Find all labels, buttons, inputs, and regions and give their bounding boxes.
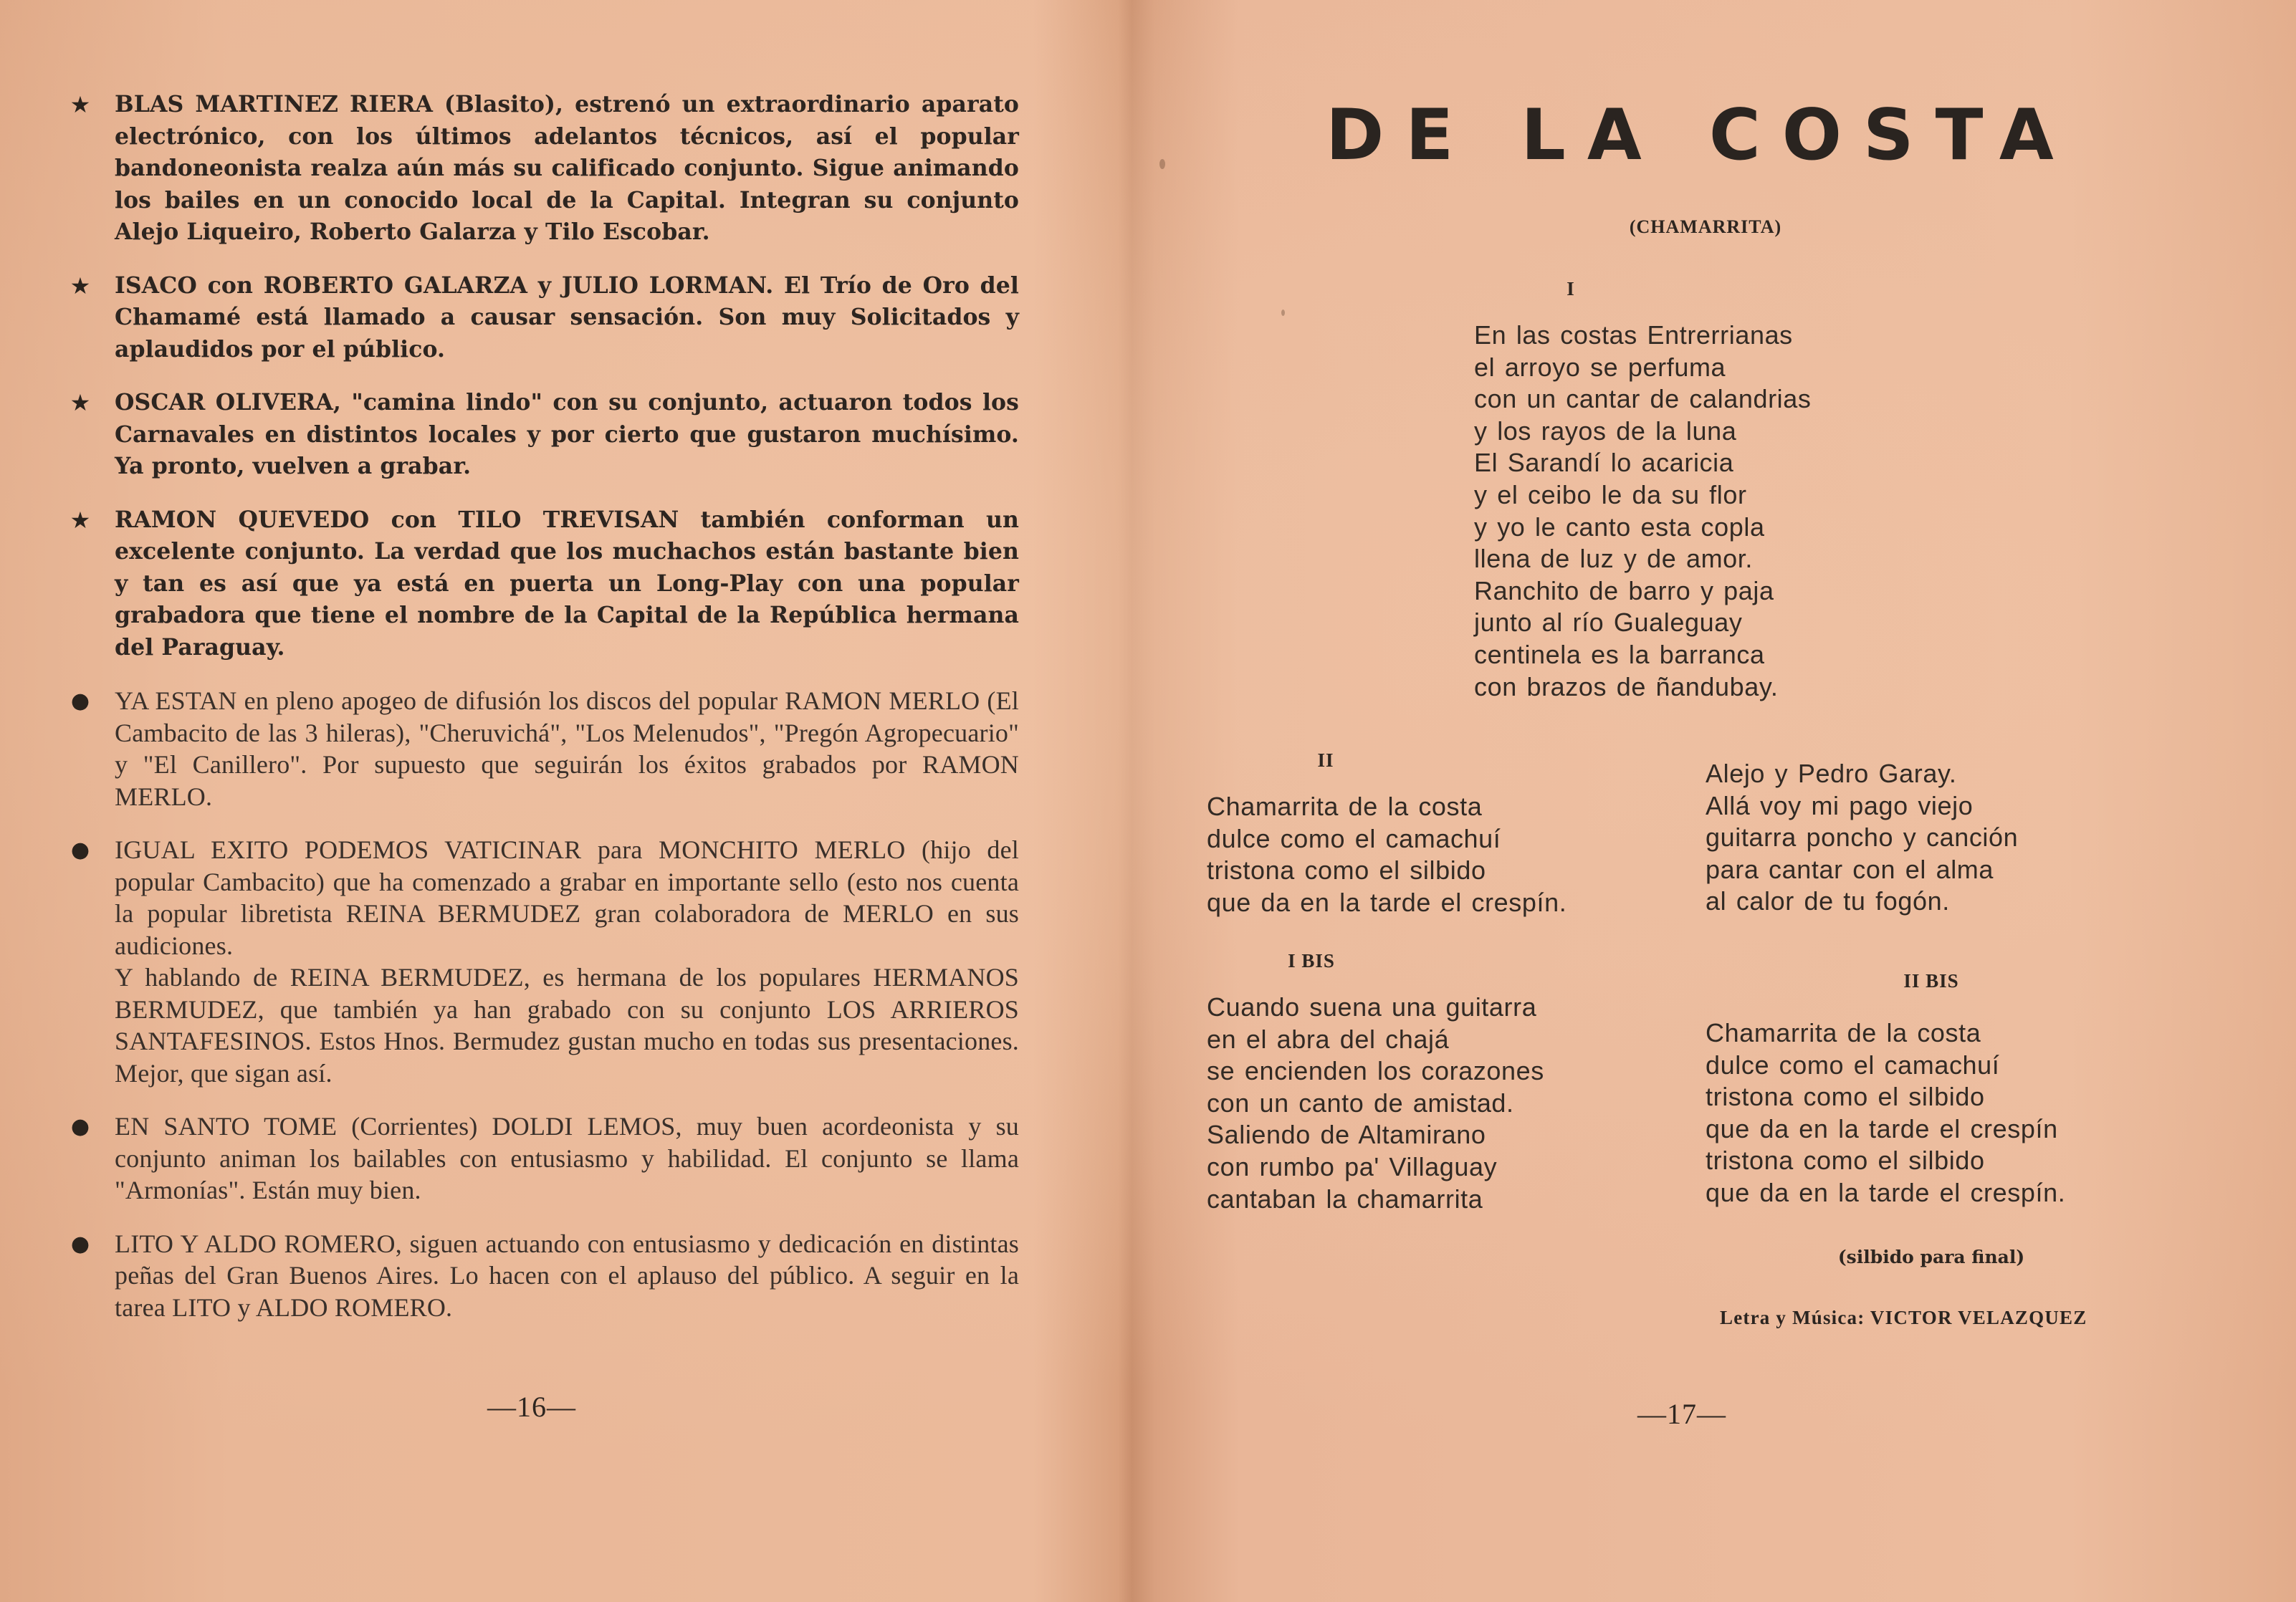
stanza-label: I BIS [1288,950,1335,972]
news-item [66,834,1019,1089]
right-page [1154,0,2296,1602]
verse-line: con brazos de ñandubay. [1474,671,1779,701]
song-credits: Letra y Música: VICTOR VELAZQUEZ [1720,1307,2087,1328]
news-item-text: RAMON QUEVEDO con TILO TREVISAN también conforman un excelente conjunto. La verdad que los muchachos están bastante bien y tan es así que ya está en puerta un Long-Play con una popular grabadora que tiene el nombre de la Capital de la República hermana del Paraguay. [115,506,1019,661]
verse-line: que da en la tarde el crespín [1706,1113,2058,1143]
news-item [66,504,1019,664]
verse-line: tristona como el silbido [1706,1146,1985,1176]
star-bullet-icon: ★ [70,506,91,534]
stanza-label: II BIS [1903,970,1959,992]
verse-line: En las costas Entrerrianas [1474,320,1793,350]
verse-line: y los rayos de la luna [1474,416,1737,446]
news-item-paragraph: IGUAL EXITO PODEMOS VATICINAR para MONCHITO MERLO (hijo del popular Cambacito) que ha comenzado a grabar en importante sello (esto nos cuenta la popular libretista REINA BERMUDEZ gran colaboradora de MERLO en sus audiciones. [115,835,1019,960]
dot-bullet-icon: ● [70,838,90,863]
verse-line: cantaban la chamarrita [1207,1184,1483,1214]
verse-line: Cuando suena una guitarra [1207,992,1537,1022]
star-bullet-icon: ★ [70,91,91,118]
news-item-text: EN SANTO TOME (Corrientes) DOLDI LEMOS, muy buen acordeonista y su conjunto animan los bailables con entusiasmo y habilidad. El conjunto se llama "Armonías". Están muy bien. [115,1112,1019,1204]
news-item [66,1228,1019,1324]
verse-line: tristona como el silbido [1207,855,1486,886]
stanza-label: I [1566,278,1575,299]
stanza-i [1474,320,1811,703]
verse-line: con un cantar de calandrias [1474,384,1812,414]
verse-line: tristona como el silbido [1706,1082,1985,1112]
stanza-i-bis-continued [1706,758,2018,918]
verse-line: guitarra poncho y canción [1706,822,2019,853]
stanza-ii [1207,791,1566,918]
verse-line: El Sarandí lo acaricia [1474,448,1734,478]
verse-line: junto al río Gualeguay [1474,608,1743,638]
verse-line: Chamarrita de la costa [1207,792,1483,821]
star-bullet-icon: ★ [70,389,91,416]
ink-speck [1281,310,1285,316]
news-item-text [115,834,1019,1089]
verse-line: para cantar con el alma [1706,854,1994,884]
song-title: DE LA COSTA [1326,95,2075,176]
news-column [66,89,1019,1345]
dot-bullet-icon: ● [70,689,90,714]
verse-line: y el ceibo le da su flor [1474,479,1747,509]
stanza-label: II [1317,749,1334,771]
news-item [66,685,1019,812]
verse-line: al calor de tu fogón. [1706,886,1950,916]
verse-line: Allá voy mi pago viejo [1706,790,1974,820]
verse-line: que da en la tarde el crespín. [1706,1177,2066,1207]
news-item [66,387,1019,483]
verse-line: y yo le canto esta copla [1474,512,1765,542]
verse-line: Alejo y Pedro Garay. [1706,759,1957,788]
verse-line: que da en la tarde el crespín. [1207,887,1567,917]
news-item-text: LITO Y ALDO ROMERO, siguen actuando con entusiasmo y dedicación en distintas peñas del Gran Buenos Aires. Lo hacen con el aplauso del público. A seguir en la tarea LITO y ALDO ROMERO. [115,1229,1019,1322]
verse-line: dulce como el camachuí [1706,1050,2000,1080]
verse-line: Ranchito de barro y paja [1474,575,1774,605]
stanza-ii-bis [1706,1017,2065,1209]
news-item-text: BLAS MARTINEZ RIERA (Blasito), estrenó un extraordinario aparato electrónico, con los últimos adelantos técnicos, así el popular bandoneonista realza aún más su calificado conjunto. Sigue animando los bailes en un conocido local de la Capital. Integran su conjunto Alejo Liqueiro, Roberto Galarza y Tilo Escobar. [115,91,1019,245]
news-item-text: OSCAR OLIVERA, "camina lindo" con su conjunto, actuaron todos los Carnavales en distintos locales y por cierto que gustaron muchísimo. Ya pronto, vuelven a grabar. [115,389,1019,479]
star-bullet-icon: ★ [70,272,91,299]
page-number: —17— [1637,1398,1726,1430]
verse-line: con rumbo pa' Villaguay [1207,1151,1498,1181]
news-item [66,270,1019,366]
left-page [0,0,1139,1602]
news-item-text: YA ESTAN en pleno apogeo de difusión los discos del popular RAMON MERLO (El Cambacito de las 3 hileras), "Cheruvichá", "Los Melenudos", "Pregón Agropecuario" y "El Canillero". Por supuesto que seguirán los éxitos grabados por RAMON MERLO. [115,686,1019,811]
dot-bullet-icon: ● [70,1114,90,1139]
verse-line: dulce como el camachuí [1207,823,1501,853]
verse-line: Saliendo de Altamirano [1207,1120,1486,1150]
page-number: —16— [487,1391,576,1423]
verse-line: con un canto de amistad. [1207,1088,1514,1118]
verse-line: se encienden los corazones [1207,1056,1544,1086]
ink-speck [1159,159,1165,169]
verse-line: centinela es la barranca [1474,639,1765,669]
stanza-i-bis [1207,992,1544,1215]
dot-bullet-icon: ● [70,1231,90,1257]
song-genre: (CHAMARRITA) [1629,216,1782,237]
final-note: (silbido para final) [1837,1247,2025,1267]
news-item-paragraph: Y hablando de REINA BERMUDEZ, es hermana de los populares HERMANOS BERMUDEZ, que también ya han grabado con su conjunto LOS ARRIEROS SANTAFESINOS. Estos Hnos. Bermudez gustan mucho en todas sus presentaciones. Mejor, que sigan así. [115,963,1019,1088]
verse-line: el arroyo se perfuma [1474,352,1726,382]
news-item [66,89,1019,249]
verse-line: llena de luz y de amor. [1474,544,1754,574]
news-item-text: ISACO con ROBERTO GALARZA y JULIO LORMAN. El Trío de Oro del Chamamé está llamado a causar sensación. Son muy Solicitados y aplaudidos por el público. [115,272,1019,363]
news-item [66,1111,1019,1207]
verse-line: Chamarrita de la costa [1706,1018,1981,1047]
verse-line: en el abra del chajá [1207,1024,1450,1054]
